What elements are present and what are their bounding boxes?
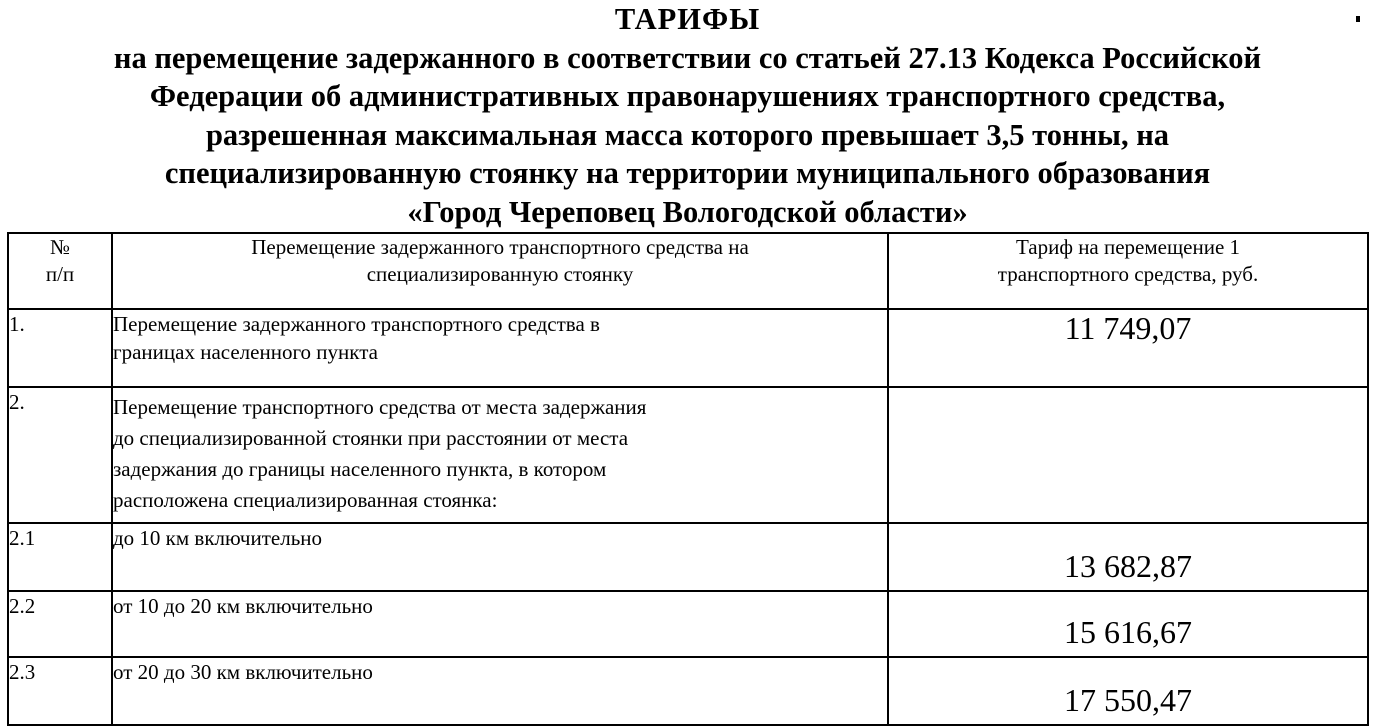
document-heading	[0, 0, 1375, 231]
header-price-line-2: транспортного средства, руб.	[997, 262, 1259, 286]
row-description-line: задержания до границы населенного пункта, в котором	[113, 457, 607, 481]
header-price	[888, 233, 1368, 309]
table-row	[8, 523, 1368, 591]
row-description-line: до 10 км включительно	[113, 526, 323, 550]
table-header-row	[8, 233, 1368, 309]
row-description-line: Перемещение транспортного средства от места задержания	[113, 395, 647, 419]
header-description-line-2: специализированную стоянку	[366, 262, 634, 286]
row-description-line: от 10 до 20 км включительно	[113, 594, 373, 618]
row-description	[112, 591, 888, 657]
row-number: 1.	[8, 309, 112, 387]
row-description-line: Перемещение задержанного транспортного средства в	[113, 312, 600, 336]
heading-line-5: «Город Череповец Вологодской области»	[407, 194, 968, 229]
row-price: 13 682,87	[888, 523, 1368, 591]
table-row	[8, 591, 1368, 657]
heading-line-3: разрешенная максимальная масса которого превышает 3,5 тонны, на	[205, 117, 1170, 152]
row-description	[112, 387, 888, 523]
table-row	[8, 387, 1368, 523]
heading-line-2: Федерации об административных правонарушениях транспортного средства,	[149, 79, 1226, 113]
row-price: 15 616,67	[888, 591, 1368, 657]
row-number: 2.2	[8, 591, 112, 657]
row-description	[112, 309, 888, 387]
heading-line-4: специализированную стоянку на территории муниципального образования	[164, 156, 1211, 190]
row-description-line: расположена специализированная стоянка:	[113, 488, 498, 512]
heading-line-1: на перемещение задержанного в соответствии со статьей 27.13 Кодекса Российской	[113, 40, 1262, 75]
row-number: 2.3	[8, 657, 112, 725]
row-description-line: от 20 до 30 км включительно	[113, 660, 373, 684]
table-row	[8, 309, 1368, 387]
row-description	[112, 523, 888, 591]
header-number-line-2: п/п	[45, 262, 75, 286]
row-description-line: до специализированной стоянки при расстоянии от места	[113, 426, 629, 450]
row-number: 2.1	[8, 523, 112, 591]
header-description	[112, 233, 888, 309]
row-price	[888, 387, 1368, 523]
row-price: 11 749,07	[888, 309, 1368, 387]
header-number-line-1: №	[49, 235, 71, 259]
row-price: 17 550,47	[888, 657, 1368, 725]
row-description	[112, 657, 888, 725]
table-row	[8, 657, 1368, 725]
document-title: ТАРИФЫ	[614, 2, 761, 36]
header-price-line-1: Тариф на перемещение 1	[1015, 235, 1241, 259]
tariff-table	[7, 232, 1369, 726]
header-number	[8, 233, 112, 309]
row-number: 2.	[8, 387, 112, 523]
header-description-line-1: Перемещение задержанного транспортного средства на	[251, 235, 749, 259]
row-description-line: границах населенного пункта	[113, 340, 378, 364]
